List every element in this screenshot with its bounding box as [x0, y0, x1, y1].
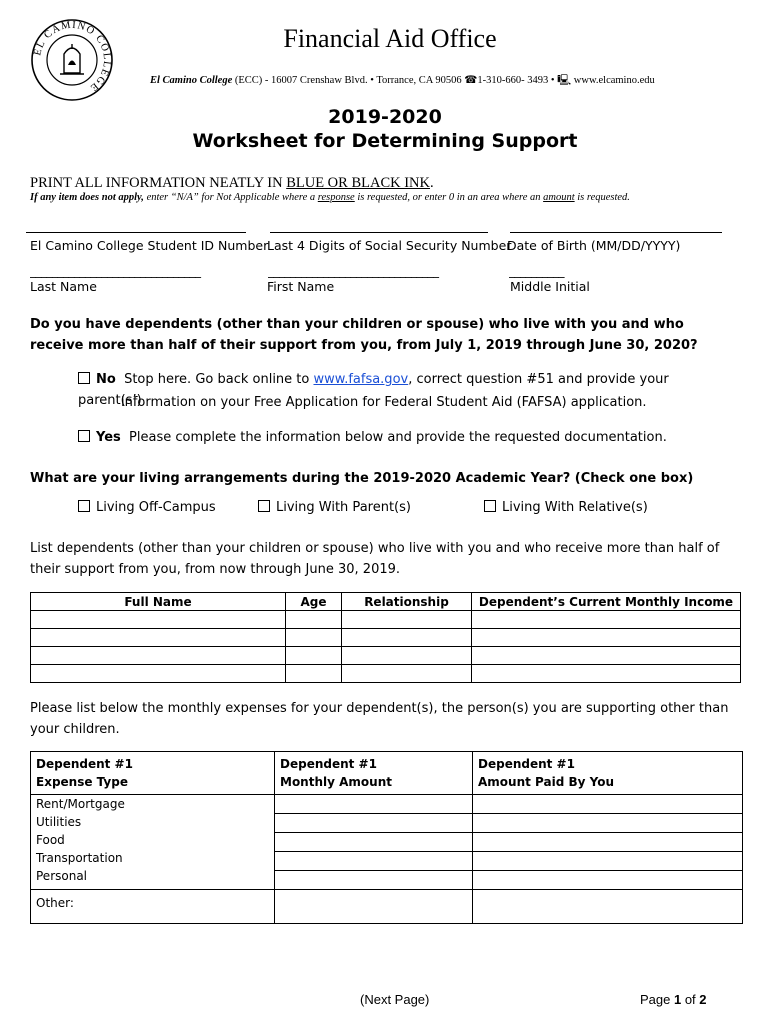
full-name-cell[interactable]: [31, 629, 286, 647]
income-cell[interactable]: [472, 665, 741, 683]
na-instruction: [30, 192, 630, 203]
yes-option: [78, 427, 738, 448]
first-name-field[interactable]: _______________________________: [268, 264, 439, 278]
expenses-table: [30, 751, 743, 924]
living-with-relatives-label: Living With Relative(s): [502, 500, 648, 515]
page-prefix: Page: [640, 992, 674, 1007]
expense-type-header-line2: Expense Type: [36, 775, 128, 789]
contact-line: [150, 72, 655, 90]
living-arrangements-question: What are your living arrangements during the 2019-2020 Academic Year? (Check one box): [30, 471, 694, 486]
na-response-word: response: [317, 192, 355, 203]
income-cell[interactable]: [472, 629, 741, 647]
no-checkbox[interactable]: [78, 372, 90, 384]
na-amount-word: amount: [543, 192, 575, 203]
table-row: [31, 629, 741, 647]
amount-paid-header: [473, 752, 743, 795]
address: (ECC) - 16007 Crenshaw Blvd. • Torrance, CA 90506: [232, 75, 465, 86]
income-cell[interactable]: [472, 647, 741, 665]
print-instruction-period: .: [429, 175, 434, 191]
col-relationship: Relationship: [342, 593, 472, 611]
relationship-cell[interactable]: [342, 647, 472, 665]
page-number: [640, 992, 707, 1007]
ink-color-text: BLUE OR BLACK INK: [286, 175, 430, 191]
yes-checkbox[interactable]: [78, 430, 90, 442]
col-full-name: Full Name: [31, 593, 286, 611]
computer-icon: 🖳: [557, 75, 572, 86]
income-cell[interactable]: [472, 611, 741, 629]
student-id-label: El Camino College Student ID Number: [30, 238, 269, 253]
amount-paid-header-line1: Dependent #1: [478, 757, 575, 771]
yes-instruction-text: Please complete the information below and provide the requested documentation.: [129, 430, 667, 445]
dependents-table: [30, 592, 741, 683]
monthly-amount-cells[interactable]: [275, 795, 473, 890]
other-monthly-amount-cell[interactable]: [275, 890, 473, 924]
living-off-campus-option[interactable]: [78, 497, 216, 518]
expense-transportation: Transportation: [36, 851, 123, 865]
age-cell[interactable]: [286, 611, 342, 629]
no-instruction-text-3: information on your Free Application for Federal Student Aid (FAFSA) application.: [121, 395, 647, 410]
dependents-list-instruction: List dependents (other than your children or spouse) who live with you and who receive more than half of their support from you, from now through June 30, 2019.: [30, 541, 720, 577]
fafsa-link[interactable]: www.fafsa.gov: [313, 372, 409, 387]
relationship-cell[interactable]: [342, 611, 472, 629]
expenses-instruction: Please list below the monthly expenses for your dependent(s), the person(s) you are supporting other than your children.: [30, 701, 729, 737]
col-monthly-income: Dependent’s Current Monthly Income: [472, 593, 741, 611]
college-name: El Camino College: [150, 75, 233, 86]
document-title: Worksheet for Determining Support: [192, 130, 578, 152]
age-cell[interactable]: [286, 647, 342, 665]
yes-label: Yes: [96, 430, 121, 445]
expenses-other-row: [31, 890, 743, 924]
page-of: of: [681, 992, 700, 1007]
full-name-cell[interactable]: [31, 665, 286, 683]
bell-tower-icon: [60, 44, 84, 74]
no-label: No: [96, 372, 116, 387]
na-instruction-lead: If any item does not apply,: [30, 192, 144, 203]
age-cell[interactable]: [286, 665, 342, 683]
print-instruction: [30, 175, 434, 192]
page-current: 1: [673, 992, 682, 1007]
ssn-label: Last 4 Digits of Social Security Number: [267, 238, 512, 253]
middle-initial-label: Middle Initial: [510, 279, 590, 294]
other-amount-paid-cell[interactable]: [473, 890, 743, 924]
middle-initial-field[interactable]: __________: [509, 264, 564, 278]
phone-number: 1-310-660- 3493: [477, 75, 549, 86]
separator: •: [548, 75, 558, 86]
print-instruction-text: PRINT ALL INFORMATION NEATLY IN: [30, 175, 287, 191]
expenses-header-row: [31, 752, 743, 795]
na-instruction-text-1: enter “N/A” for Not Applicable where a: [143, 192, 318, 203]
student-id-field[interactable]: [26, 232, 246, 233]
living-with-parents-option[interactable]: [258, 497, 411, 518]
no-instruction-text-2: , correct question #51 and provide your parent(s’): [78, 372, 669, 408]
table-row: [31, 665, 741, 683]
full-name-cell[interactable]: [31, 611, 286, 629]
living-with-relatives-checkbox[interactable]: [484, 500, 496, 512]
table-header-row: [31, 593, 741, 611]
next-page-label: (Next Page): [360, 992, 430, 1007]
living-with-parents-label: Living With Parent(s): [276, 500, 411, 515]
monthly-amount-header-line2: Monthly Amount: [280, 775, 392, 789]
no-instruction-text-1: Stop here. Go back online to: [124, 372, 314, 387]
expense-type-header-line1: Dependent #1: [36, 757, 133, 771]
dob-label: Date of Birth (MM/DD/YYYY): [507, 238, 681, 253]
expenses-body-row: [31, 795, 743, 890]
relationship-cell[interactable]: [342, 629, 472, 647]
expense-types-list: [31, 795, 275, 890]
living-with-parents-checkbox[interactable]: [258, 500, 270, 512]
monthly-amount-header-line1: Dependent #1: [280, 757, 377, 771]
col-age: Age: [286, 593, 342, 611]
table-row: [31, 611, 741, 629]
phone-icon: ☎: [464, 75, 478, 86]
seal-text: EL CAMINO COLLEGE: [32, 19, 113, 94]
expense-personal: Personal: [36, 869, 88, 883]
website-link[interactable]: www.elcamino.edu: [573, 75, 655, 86]
living-off-campus-checkbox[interactable]: [78, 500, 90, 512]
amount-paid-header-line2: Amount Paid By You: [478, 775, 615, 789]
monthly-amount-header: [275, 752, 473, 795]
ssn-field[interactable]: [270, 232, 488, 233]
first-name-label: First Name: [267, 279, 335, 294]
expense-utilities: Utilities: [36, 815, 82, 829]
last-name-field[interactable]: _______________________________: [30, 264, 201, 278]
dob-field[interactable]: [510, 232, 722, 233]
page-total: 2: [699, 992, 707, 1007]
na-instruction-text-2: is requested, or enter 0 in an area where an: [354, 192, 544, 203]
expense-other: Other:: [31, 890, 275, 924]
expense-food: Food: [36, 833, 65, 847]
living-with-relatives-option[interactable]: [484, 497, 648, 518]
year-title: 2019-2020: [328, 106, 442, 128]
table-row: [31, 647, 741, 665]
last-name-label: Last Name: [30, 279, 97, 294]
college-seal-logo: [30, 18, 114, 102]
expense-type-header: [31, 752, 275, 795]
dependents-question: Do you have dependents (other than your children or spouse) who live with you and who receive more than half of their support from you, from July 1, 2019 through June 30, 2020?: [30, 317, 698, 353]
living-off-campus-label: Living Off-Campus: [96, 500, 216, 515]
age-cell[interactable]: [286, 629, 342, 647]
relationship-cell[interactable]: [342, 665, 472, 683]
amount-paid-cells[interactable]: [473, 795, 743, 890]
full-name-cell[interactable]: [31, 647, 286, 665]
expense-rent: Rent/Mortgage: [36, 797, 125, 811]
na-instruction-text-3: is requested.: [574, 192, 630, 203]
office-title: Financial Aid Office: [283, 24, 497, 53]
